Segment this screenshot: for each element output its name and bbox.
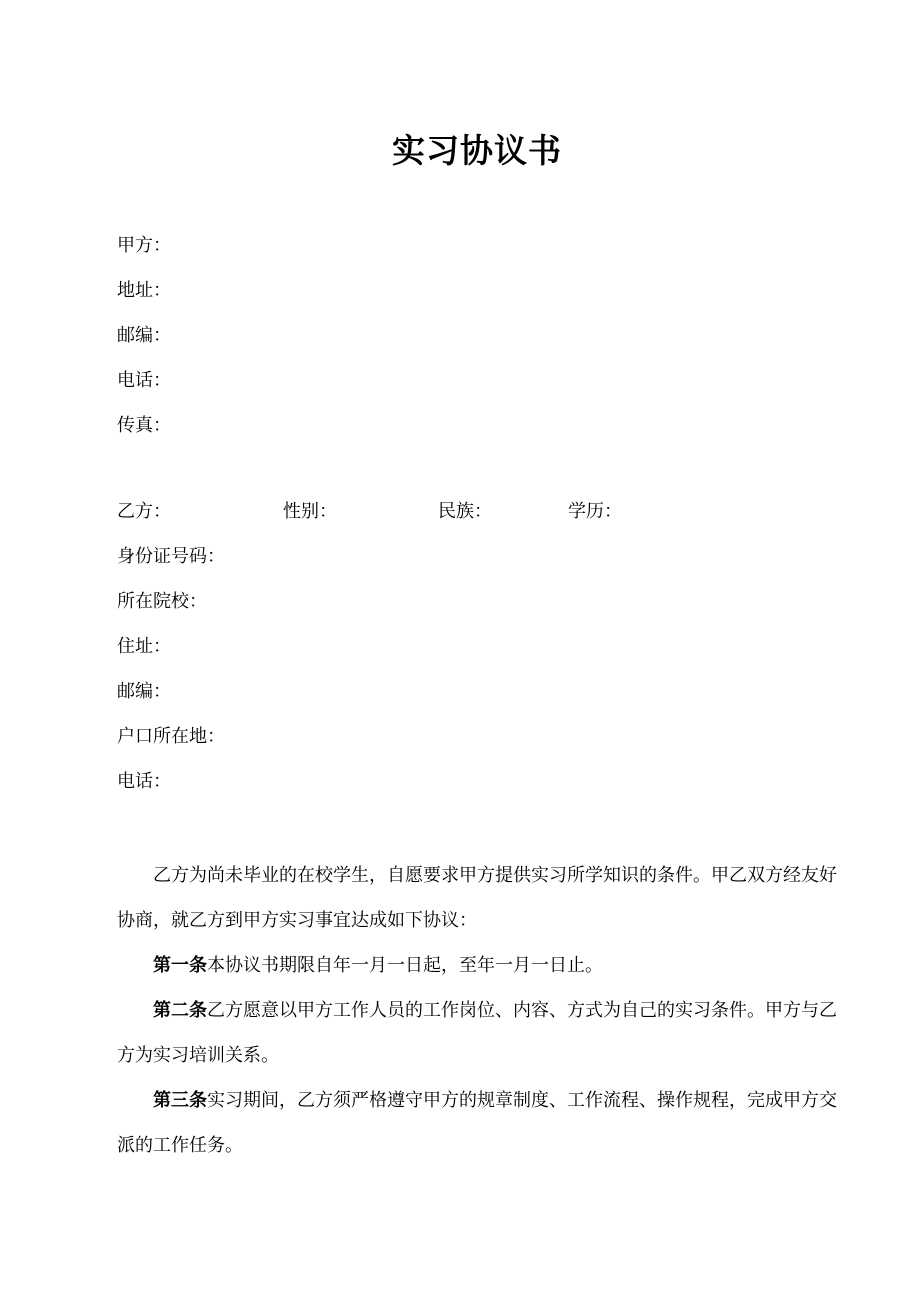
party-b-registered-domicile-label: 户口所在地： (117, 726, 225, 746)
clause-2-number: 第二条 (153, 1000, 207, 1020)
party-b-gender-label: 性别： (283, 501, 337, 521)
party-b-label: 乙方： (117, 501, 171, 521)
clause-2 (117, 988, 837, 1078)
party-b-postcode-label: 邮编： (117, 681, 171, 701)
party-b-school-row (117, 579, 837, 624)
party-b-header-row (117, 489, 837, 534)
party-b-phone-row (117, 759, 837, 804)
party-a-address-row (117, 268, 837, 313)
document-title: 实习协议书 (392, 134, 562, 170)
clause-1 (117, 943, 837, 988)
party-a-section (117, 223, 837, 448)
party-b-registered-domicile-row (117, 714, 837, 759)
party-a-phone-row (117, 358, 837, 403)
clause-3-text: 实习期间，乙方须严格遵守甲方的规章制度、工作流程、操作规程，完成甲方交派的工作任务。 (117, 1090, 837, 1155)
party-b-residence-row (117, 624, 837, 669)
party-b-section (117, 489, 837, 804)
clause-3-number: 第三条 (153, 1090, 207, 1110)
intro-paragraph: 乙方为尚未毕业的在校学生，自愿要求甲方提供实习所学知识的条件。甲乙双方经友好协商，就乙方到甲方实习事宜达成如下协议： (117, 865, 837, 930)
party-a-phone-label: 电话： (117, 370, 171, 390)
party-a-fax-label: 传真： (117, 415, 171, 435)
party-a-address-label: 地址： (117, 280, 171, 300)
party-a-fax-row (117, 403, 837, 448)
party-b-residence-label: 住址： (117, 636, 171, 656)
party-b-id-label: 身份证号码： (117, 546, 225, 566)
party-b-ethnicity-label: 民族： (438, 501, 492, 521)
document-content (117, 0, 837, 1168)
party-b-postcode-row (117, 669, 837, 714)
clause-2-text: 乙方愿意以甲方工作人员的工作岗位、内容、方式为自己的实习条件。甲方与乙方为实习培训关系。 (117, 1000, 837, 1065)
clause-1-number: 第一条 (153, 955, 207, 975)
party-b-school-label: 所在院校： (117, 591, 207, 611)
party-a-label: 甲方： (117, 235, 171, 255)
agreement-body (117, 853, 837, 1168)
party-a-name-row (117, 223, 837, 268)
party-b-education-label: 学历： (568, 501, 622, 521)
party-b-id-row (117, 534, 837, 579)
party-a-postcode-row (117, 313, 837, 358)
party-a-postcode-label: 邮编： (117, 325, 171, 345)
party-b-phone-label: 电话： (117, 771, 171, 791)
clause-1-text: 本协议书期限自年一月一日起，至年一月一日止。 (207, 955, 603, 975)
clause-3 (117, 1078, 837, 1168)
